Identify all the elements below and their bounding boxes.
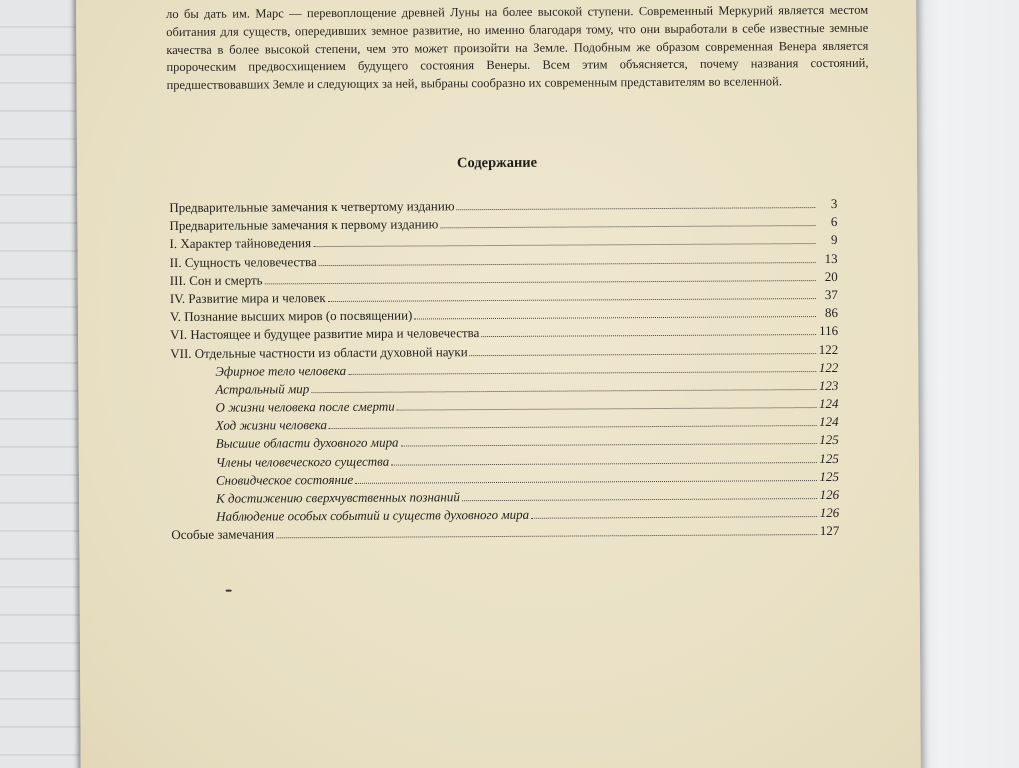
toc-leader-dots [470, 353, 817, 356]
toc-leader-dots [328, 298, 816, 302]
toc-leader-dots [391, 462, 817, 466]
toc-entry-label: VII. Отдельные частности из области духовной науки [170, 343, 468, 361]
toc-entry-page: 9 [830, 232, 838, 248]
toc-leader-dots [397, 407, 817, 411]
toc-leader-dots [462, 498, 817, 501]
toc-entry-label: О жизни человека после смерти [215, 398, 395, 415]
toc-entry-page: 127 [819, 523, 840, 539]
book-page [76, 0, 921, 768]
toc-leader-dots [311, 389, 816, 393]
toc-entry-label: Высшие области духовного мира [215, 435, 399, 452]
toc-entry-page: 126 [819, 486, 840, 503]
toc-entry-label: Наблюдение особых событий и существ духовного мира [216, 506, 530, 524]
toc-leader-dots [414, 316, 816, 319]
toc-entry-label: Ход жизни человека [215, 417, 328, 433]
toc-leader-dots [276, 534, 817, 538]
toc-entry-page: 37 [824, 286, 838, 302]
toc-leader-dots [313, 243, 815, 247]
toc-entry-label: IV. Развитие мира и человек [169, 289, 326, 306]
toc-entry-page: 20 [824, 268, 838, 284]
toc-entry-page: 3 [830, 195, 838, 211]
toc-entry-label: Предварительные замечания к первому изданию [169, 216, 439, 234]
toc-entry-label: II. Сущность человечества [169, 253, 317, 270]
toc-leader-dots [440, 225, 815, 228]
toc-entry-label: III. Сон и смерть [169, 272, 263, 288]
toc-leader-dots [348, 371, 816, 375]
intro-paragraph: ло бы дать им. Марс — перевоплощение древней Луны на более высокой ступени. Современный Меркурий является местом обитания для существ, опередивших земное развитие, но именно благодаря тому, что они выработали в себе известные земные качества в более высокой степени, чем это может произойти на Земле. Подобным же образом современная Венера является пророческим предвосхищением будущего состояния Венеры. Всем этим объясняется, почему названия состояний, предшествовавших Земле и следующих за ней, выбраны сообразно их современным представителям во вселенной. [166, 2, 869, 93]
toc-entry-page: 124 [819, 414, 839, 430]
toc-leader-dots [329, 425, 817, 429]
toc-entry-label: Члены человеческого существа [215, 453, 390, 470]
toc-entry-page: 123 [818, 377, 839, 393]
ink-mark [226, 590, 232, 592]
toc-entry-label: Астральный мир [215, 381, 310, 397]
toc-entry-page: 125 [819, 450, 839, 466]
toc-entry-label: Предварительные замечания к четвертому изданию [169, 198, 455, 215]
toc-entry-page: 126 [819, 505, 840, 521]
toc-entry-label: Сновидческое состояние [215, 471, 354, 488]
toc-entry-label: V. Познание высших миров (о посвящении) [169, 307, 413, 325]
toc-leader-dots [457, 207, 816, 210]
toc-entry [171, 523, 839, 545]
toc-entry-label: Особые замечания [171, 526, 275, 543]
toc-entry-label: VI. Настоящее и будущее развитие мира и человечества [170, 325, 480, 343]
toc-leader-dots [265, 280, 816, 284]
toc-entry-page: 116 [818, 323, 839, 339]
toc-entry-page: 122 [818, 359, 839, 375]
table-of-contents [169, 196, 839, 546]
toc-entry-label: К достижению сверхчувственных познаний [216, 489, 460, 506]
toc-entry-page: 125 [819, 468, 840, 484]
toc-entry-page: 125 [819, 432, 839, 448]
toc-leader-dots [481, 334, 816, 337]
toc-leader-dots [401, 443, 817, 447]
toc-leader-dots [319, 262, 816, 266]
toc-entry-page: 122 [818, 341, 839, 357]
toc-leader-dots [355, 480, 817, 484]
toc-title: Содержание [456, 154, 538, 172]
background-left [0, 0, 80, 768]
toc-entry-page: 6 [830, 214, 838, 230]
toc-entry-page: 124 [818, 395, 839, 412]
toc-entry-page: 86 [824, 305, 839, 321]
toc-leader-dots [531, 516, 817, 519]
toc-entry-page: 13 [824, 250, 838, 266]
toc-entry-label: I. Характер тайноведения [169, 235, 312, 252]
toc-entry-label: Эфирное тело человека [215, 362, 347, 379]
background-right [905, 0, 1019, 768]
